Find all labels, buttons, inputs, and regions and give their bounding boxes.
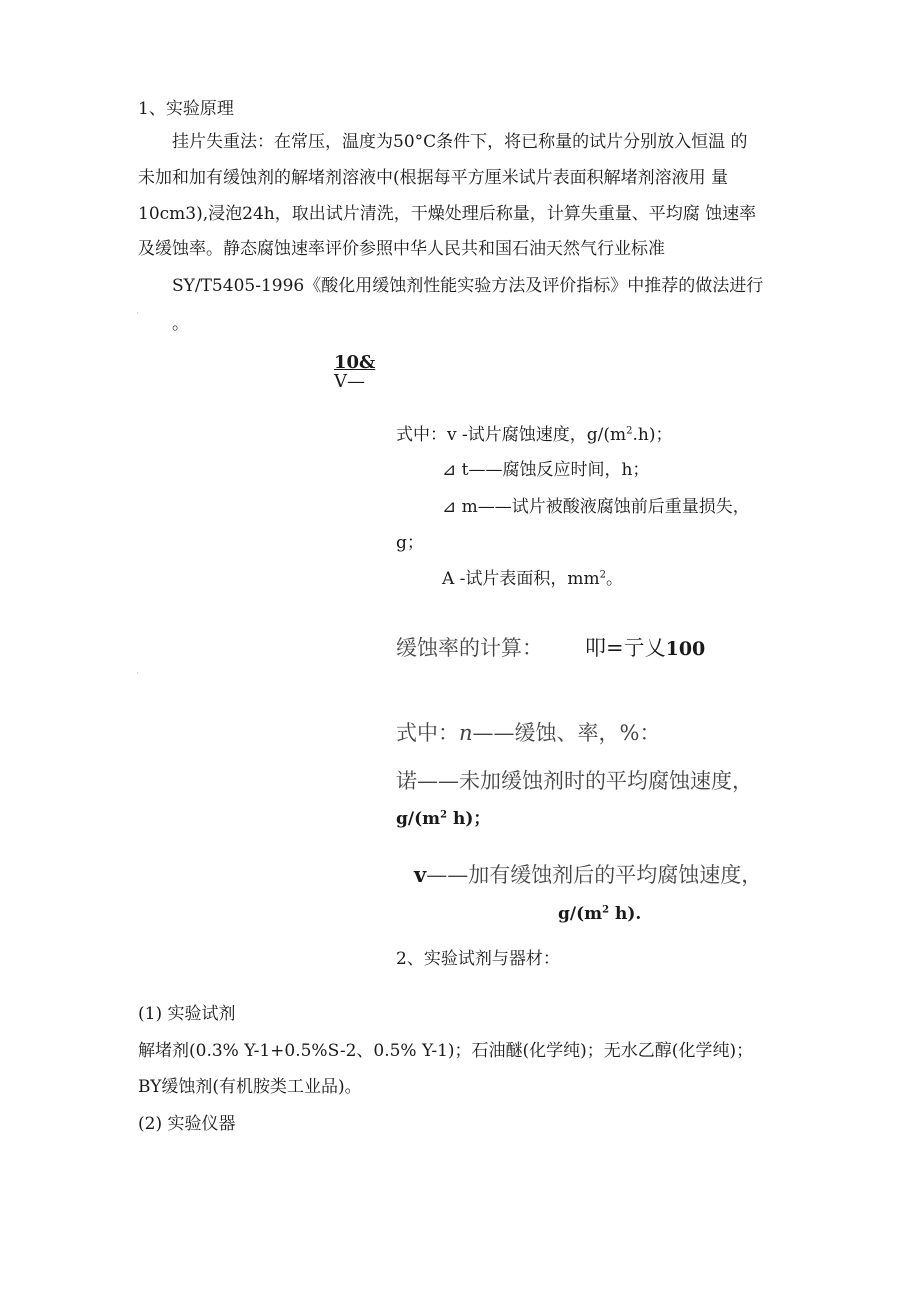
formula2-label: 缓蚀率的计算： (396, 636, 543, 660)
where1-line5: A -试片表面积，$mm^2$。 (442, 569, 624, 589)
section2-heading: 2、实验试剂与器材： (396, 949, 560, 969)
tick-mark: ' (137, 312, 139, 319)
section1-heading: 1、实验原理 (138, 99, 234, 119)
where2-line4: v——加有缓蚀剂后的平均腐蚀速度， (414, 862, 763, 887)
para-line-6: 。 (172, 314, 189, 334)
formula2-expression: 叩=亍乂100 (585, 636, 706, 660)
para-line-4: 及缓蚀率。静态腐蚀速率评价参照中华人民共和国石油天然气行业标准 (138, 239, 665, 259)
reagents-line-2: BY缓蚀剂(有机胺类工业品)。 (138, 1077, 362, 1097)
where2-line3: $g/(m^2$ h)； (396, 809, 491, 829)
para-line-3: 10cm3),浸泡24h，取出试片清洗，干燥处理后称量，计算失重量、平均腐 蚀速率 (138, 204, 757, 224)
where2-line1: 式中：n——缓蚀、率，%： (396, 721, 661, 745)
para-line-5: SY/T5405-1996《酸化用缓蚀剂性能实验方法及评价指标》中推荐的做法进行 (172, 276, 764, 296)
where2-line2: 诺——未加缓蚀剂时的平均腐蚀速度， (396, 769, 753, 793)
formula1-denominator: V— (334, 371, 365, 392)
where1-line1: 式中：v -试片腐蚀速度，$g/(m^2.h)$； (396, 425, 673, 445)
where2-line5: $g/(m^2$ h). (558, 904, 642, 924)
tick-mark-2: ' (137, 672, 139, 679)
where1-line4: g； (396, 533, 424, 553)
para-line-1: 挂片失重法：在常压，温度为50°C条件下，将已称量的试片分别放入恒温 的 (172, 132, 748, 152)
where1-line2: ⊿ t——腐蚀反应时间，h； (442, 460, 650, 480)
where1-line3: ⊿ m——试片被酸液腐蚀前后重量损失， (442, 497, 750, 517)
reagents-line-1: 解堵剂(0.3% Y-1+0.5%S-2、0.5% Y-1)；石油醚(化学纯)；无水乙醇(化学纯)； (138, 1041, 754, 1061)
formula1-numerator: 10& (334, 352, 376, 373)
subsection-instruments: (2) 实验仪器 (138, 1114, 236, 1134)
para-line-2: 未加和加有缓蚀剂的解堵剂溶液中(根据每平方厘米试片表面积解堵剂溶液用 量 (138, 168, 729, 188)
subsection-reagents: (1) 实验试剂 (138, 1004, 236, 1024)
